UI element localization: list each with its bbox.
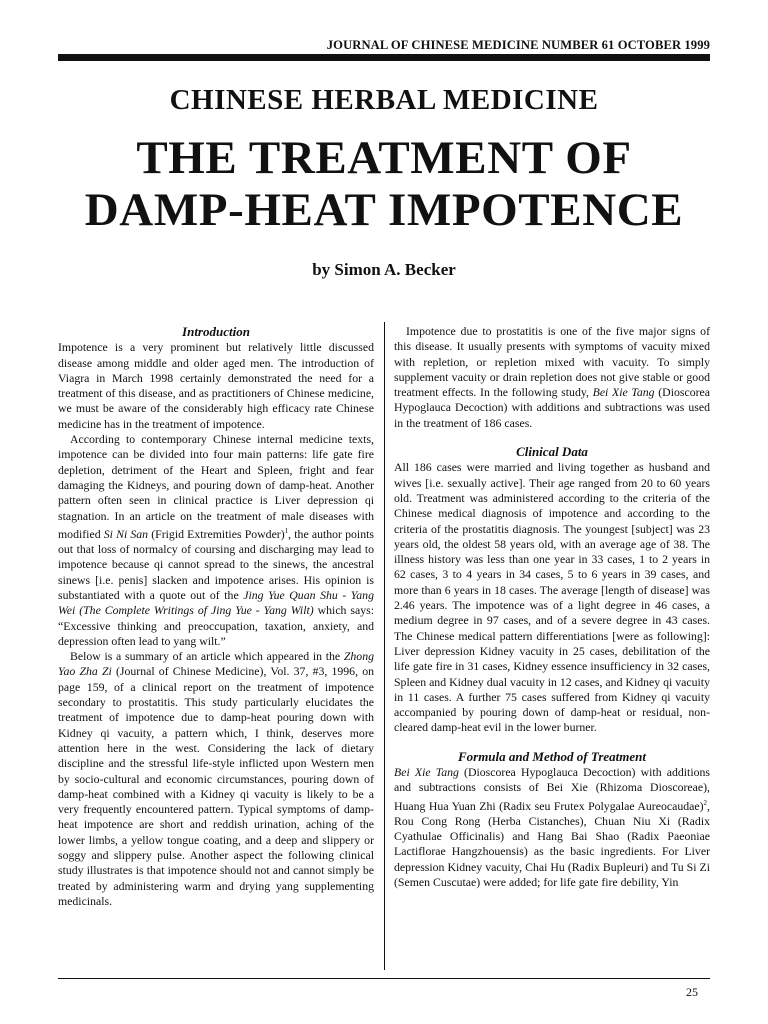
title-line-2: DAMP-HEAT IMPOTENCE	[84, 184, 684, 236]
clinical-data-paragraph: All 186 cases were married and living together as husband and wives [i.e. sexually active]. Their age ranged from 20 to 60 years old. Treatment was administered according to the criteria of the Chinese medical diagnosis of impotence and according to the criteria of the prostatitis diagnosis. The youngest [subject] was 23 years old, the oldest 58 years old, with an average age of 38. The illness history was less than one year in 33 cases, 1 to 2 years in 62 cases, 3 to 4 years in 34 cases, 5 to 6 years in 39 cases, and more than 6 years in 18 cases. The average [length of disease] was 2.46 years. The impotence was of a light degree in 46 cases, a medium degree in 97 cases, and of a severe degree in 43 cases. The Chinese medical pattern differentiations [were as following]: Liver depression Kidney vacuity in 25 cases, debilitation of the life gate fire in 31 cases, Kidney essence insufficiency in 32 cases, Spleen and Kidney dual vacuity in 12 cases, and Kidney qi vacuity in 11 cases. A further 75 cases suffered from Kidney qi vacuity accompanied by pouring down of damp-heat or residual, non-cleared damp-heat evil in the lower burner.	[394, 460, 710, 735]
footnote-ref-2: 2	[703, 798, 708, 807]
column-divider	[384, 322, 385, 970]
page-number: 25	[686, 985, 698, 999]
intro-paragraph-3: Below is a summary of an article which appeared in the Zhong Yao Zha Zi (Journal of Chinese Medicine), Vol. 37, #3, 1996, on page 159, of a clinical report on the treatment of impotence secondary to prostatitis. This study particularly elucidates the treatment of impotence due to damp-heat pouring down with Kidney qi vacuity, a pattern which, I think, deserves more attention here in the west. Considering the lack of dietary discipline and the stressful life-style inflicted upon Western men by socio-cultural and economic circumstances, pouring down of damp-heat combined with a Kidney qi vacuity is likely to be a very frequently encountered pattern. Typical symptoms of damp-heat impotence are short and reddish urination, aching of the lower limbs, a yellow tongue coating, and a deep and slippery or soggy and slippery pulse. Another aspect the following clinical study illustrates is that impotence should not and cannot simply be treated by administering warm and drying yang supplementing medicinals.	[58, 649, 374, 908]
right-column	[394, 324, 710, 890]
clinical-data-heading: Clinical Data	[516, 444, 588, 460]
footnote-ref-1: 1	[284, 526, 289, 535]
intro-paragraph-2: According to contemporary Chinese internal medicine texts, impotence can be divided into four main patterns: life gate fire depletion, detriment of the Heart and Spleen, fright and fear damaging the Kidneys, and pouring down of damp-heat. Another pattern often seen in clinical practice is Liver depression qi stagnation. In an article on the treatment of male diseases with modified Si Ni San (Frigid Extremities Powder)$^1$, the author points out that loss of normalcy of coursing and discharging may lead to impotence because qi cannot spread to the sinews, the ancestral sinews [i.e. penis] slacken and impotence arises. His opinion is substantiated with a quote out of the Jing Yue Quan Shu - Yang Wei (The Complete Writings of Jing Yue - Yang Wilt) which says: “Excessive thinking and preoccupation, taxation, anxiety, and depression often lead to yang wilt.”	[58, 432, 374, 648]
article-kicker: CHINESE HERBAL MEDICINE	[169, 84, 599, 116]
footer-rule	[58, 978, 710, 979]
journal-header: JOURNAL OF CHINESE MEDICINE NUMBER 61 OCTOBER 1999	[326, 38, 710, 52]
intro-paragraph-1: Impotence is a very prominent but relatively little discussed disease among middle and older aged men. The introduction of Viagra in March 1998 certainly demonstrated the need for a treatment of this disease, and as practitioners of Chinese medicine, we must be aware of the considerably high efficacy rate Chinese medicine has in the treatment of impotence.	[58, 340, 374, 431]
header-rule	[58, 54, 710, 61]
formula-heading: Formula and Method of Treatment	[457, 748, 647, 764]
prostatitis-paragraph: Impotence due to prostatitis is one of the five major signs of this disease. It usually presents with symptoms of vacuity mixed with repletion, or repletion mixed with vacuity. To simply supplement vacuity or drain repletion does not give stable or good treatment effects. In the following study, Bei Xie Tang (Dioscorea Hypoglauca Decoction) with additions and subtractions was used in the treatment of 186 cases.	[394, 324, 710, 430]
author-byline: by Simon A. Becker	[312, 260, 456, 279]
left-column	[58, 324, 374, 909]
introduction-heading: Introduction	[182, 324, 250, 339]
formula-paragraph: Bei Xie Tang (Dioscorea Hypoglauca Decoction) with additions and subtractions consists of Bei Xie (Rhizoma Dioscoreae), Huang Hua Yuan Zhi (Radix seu Frutex Polygalae Aureocaudae)$^2$, Rou Cong Rong (Herba Cistanches), Chuan Niu Xi (Radix Cyathulae Officinalis) and Hang Bai Shao (Radix Paeoniae Lactiflorae Hangzhouensis) as the basic ingredients. For Liver depression Kidney vacuity, Chai Hu (Radix Bupleuri) and Tu Si Zi (Semen Cuscutae) were added; for life gate fire debility, Yin	[394, 765, 710, 890]
article-title	[0, 132, 768, 236]
title-line-1: THE TREATMENT OF	[136, 132, 632, 184]
